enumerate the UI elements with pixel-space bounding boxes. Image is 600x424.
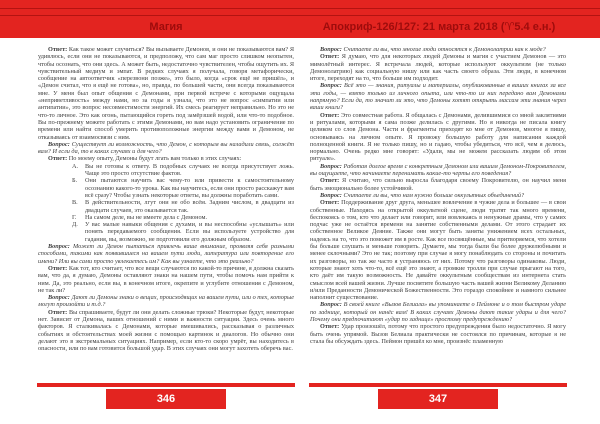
question-paragraph (310, 163, 566, 178)
answer-text: Вы спрашиваете, будут ли они делать сложные трюки? Некоторые будут, некоторые нет. Зависит от Демона, ваших отношений с ними и важности ситуации. Здесь очень много факторов. Я сталкивалась с Демонами, которые вмешивались, рассказывая о различных событиях и обстоятельствах моей жизни с помощью картинок и диалогов. Но обычно они делают это в экстремальных ситуациях. Например, если кто-то скоро умрёт, вы находитесь в опасности, или по вам готовится большой удар. В этих случаях они могут захотеть оберечь вас. (38, 308, 294, 353)
question-paragraph (310, 301, 566, 323)
answer-text: Как тот, кто считает, что все вещи случаются по какой-то причине, я должна сказать вам, что да, я думаю, Демоны оставляют знаки на нашем пути, чтобы помочь нам прийти к ним. Да, это реально, если вы, в конечном итоге, окрепите и углубите отношения с Демоном, не так ли? (38, 264, 294, 294)
list-item-text: Они пытаются научить вас чему-то или привести к самостоятельному осознанию какого-то урока. Как вы научитесь, если они просто расскажут вам всё сразу? Чтобы узнать некоторые ответы, вы должны поработать сами. (85, 177, 294, 199)
answer-label: Ответ: (320, 177, 343, 185)
right-running-head: Апокриф-126/127: 21 марта 2018 (♈5.4 е.н.) (322, 21, 556, 33)
list-item-marker: Д. (72, 221, 78, 229)
list-item-marker: А. (72, 162, 79, 170)
answer-label: Ответ: (320, 111, 341, 119)
list-item (38, 163, 294, 178)
question-paragraph (310, 192, 566, 199)
left-page-text (38, 46, 294, 384)
answer-paragraph (310, 112, 566, 163)
list-item-marker: Б. (72, 177, 78, 185)
question-label: Вопрос: (48, 243, 73, 251)
question-label: Вопрос: (320, 301, 344, 309)
answer-label: Ответ: (320, 53, 342, 61)
footer-rule (37, 383, 295, 387)
answer-paragraph (310, 323, 566, 345)
question-paragraph (38, 243, 294, 265)
list-item (38, 199, 294, 214)
answer-text: Удар произошёл, потому что простого предупреждения было недостаточно. Я могу быть очень упрямой. Вызов Белиала практически не состоялся по причинам, которые я не стала бы обсуждать здесь. Пеймон пришёл ко мне, произнёс пламенную (310, 323, 566, 345)
list-item-marker: В. (72, 199, 78, 207)
page-number-right: 347 (378, 389, 498, 409)
answer-text: Как такое может случиться? Вы вызываете Демонов, и они не показываются вам? Я удивлюсь, если они не показываются, и предположу, что сам маг просто слишком неопытен, чтобы осознать, что они здесь. А может быть, недостаточно чувствителен, чтобы ощутить их. Я чувствительный медиум и эмпат. В редких случаях я получала, говоря метафорически, сообщение на автоответчик «перезвони позже», это было, когда «срок ещё не пришёл», и «Демон считал, что я ещё не готова», но, правда, по большей части, они всегда показываются мне. У меня был опыт общения с Демонами, при первой встрече с которыми ощущала «неприветливость» между нами, но за годы я узнала, что это не вопрос «симпатии или антипатии», это вопрос несовместимости энергий. Их смесь реагирует неправильно. Но это не что-то личное. Это как огонь, пытающийся гореть под замёрзшей водой, или что-то подобное. Вы по-прежнему можете работать с этими Демонами, но вам надо установить ограничение по времени или найти способ умерить противоположные энергии между вами и Демоном, не отказываясь от взаимосвязи с ним. (38, 46, 294, 141)
answer-paragraph (38, 309, 294, 353)
question-text: Всё это — знания, ритуалы и материалы, опубликованные в ваших книгах за все эти годы, — взято только из личного опыта, или что-то из них передано вам Демонами напрямую? Если да, то значит ли это, что Демоны хотят открыть массам эти знания через ваши книги? (310, 82, 566, 112)
list-item (38, 177, 294, 199)
question-label: Вопрос: (320, 82, 345, 90)
answer-label: Ответ: (48, 308, 69, 316)
question-text: Дают ли Демоны знаки о вещах, происходящих на вашем пути, или о тех, которые могут произойти и т.д.? (38, 294, 294, 309)
list-item (38, 214, 294, 221)
question-label: Вопрос: (320, 46, 344, 53)
answer-text: Поддерживание друг друга, меньшее вовлечение в чужие дела и большее — в свои собственные. Находясь на открытой оккультной сцене, люди тратят так много времени, беспокоясь о том, кто что делает или говорит, или вовлекаясь в ненужные драмы, что у самих подчас уже не остаётся времени на занятие собственными делами. От этого страдает их собственное Великое Деяние. Также они могут быть заняты унижением всех остальных, надеясь на то, что это поможет им в росте. Как все посвящённые, мы притворяемся, что хотели бы больше слушать и меньше говорить. Думаете, мы тогда были бы более дружелюбными и менее склочными? Это не так; поэтому при случае я могу понаблюдать со стороны и почитать их разговоры, но так же часто я устраняюсь от них. Потому что разговоры одинаковы. Люди, которые знают хоть что-то, всё ещё это знают, а громкие тролли при случае прыгают на того, кто даёт им такую возможность. Не давайте оккультным сообществам из интернета стать смыслом всей вашей жизни. Лучше посвятите большую часть вашей жизни Великому Деланию и/или Преданности Демонической Божественности. Это гораздо спокойнее и намного сильнее наполнит существование. (310, 199, 566, 302)
answer-text: Я считаю, что сильно выросла благодаря своему Покровителю, он научил меня быть эмоционально более устойчивой. (310, 177, 566, 192)
answer-label: Ответ: (320, 323, 342, 331)
question-label: Вопрос: (48, 294, 72, 302)
answer-label: Ответ: (48, 155, 69, 163)
answer-text: Я думаю, что для некоторых людей Демоны и магия с участием Демонов — это мимолётный интерес. Я встречала людей, которые используют оккультизм (не только Демонолатрию) как социальную нишу или как часть своего образа. Эти люди, в конечном итоге, переходят на то, что больше им подходит. (310, 53, 566, 83)
answer-label: Ответ: (320, 199, 342, 207)
left-running-head: Магия (149, 21, 183, 33)
list-item-text: Вы не готовы к ответу. В подобных случаях не всегда присутствует ложь. Чаще это просто отсутствие фактов. (85, 162, 294, 178)
question-text: Существует ли возможность, что Демон, с которым вы наладили связь, солжёт вам? И если да, то в каких случаях и для чего? (38, 140, 294, 156)
footer-rule (309, 383, 567, 387)
answer-label: Ответ: (48, 46, 69, 53)
answer-paragraph (310, 199, 566, 301)
question-label: Вопрос: (320, 191, 344, 199)
list-item (38, 221, 294, 243)
header-stripe (0, 8, 600, 9)
page-number-left: 346 (106, 389, 226, 409)
answer-paragraph (310, 177, 566, 192)
answer-paragraph (310, 53, 566, 82)
answer-paragraph (38, 265, 294, 294)
question-text: Может ли Демон пытаться привлечь ваше внимание, проявляя себя разными способами, такими как появившиеся на вашем пути люди, литература или повторение его имени? Или вы сами просто увлекаетесь им? Как вы узнаете, что это реально? (38, 243, 294, 265)
answer-paragraph (38, 155, 294, 162)
question-label: Вопрос: (48, 140, 72, 148)
list-item-text: У вас малые навыки общения с духами, и вы неспособны «услышать» или понять передаваемого сообщения. Если вы используете устройство для гадания, вы, возможно, не подготовили его должным образом. (85, 221, 294, 243)
question-text: Работая долгое время с конкретным Демоном или вашим Демоном-Покровителем, вы ощущаете, что начинаете перенимать какие-то черты его поведения? (310, 162, 566, 178)
answer-text: Это совместная работа. Я общалась с Демонами, делившимися со мной заклятиями и ритуалами, которыми я сама позже делилась с другими. Но я никогда не писала книгу целиком со слов Демона. Части и фрагменты приходят ко мне от Демонов, многое я пишу, основываясь на личном опыте. Я провожу большую работу для написания каждой полноценной книги. Я не только пишу, но и гадаю, чтобы убедиться, что всё, чем я делюсь, нормально. Очень редко мне говорят: «Удали, мы не можем рассказать людям об этом ритуале». (310, 111, 566, 163)
question-text: Считаете ли вы, что многие люди относятся к Демонолатрии как к моде? (343, 46, 546, 53)
list-item-marker: Г. (72, 213, 77, 221)
answer-paragraph (38, 46, 294, 141)
list-item-text: В действительности, лгут они не обо всём. Задним числом, в двадцати из двадцати случаев, это оказывается так. (85, 199, 294, 214)
question-paragraph (38, 294, 294, 309)
question-text: Считаете ли вы, что нам нужно больше оккультных объединений? (343, 191, 525, 199)
question-paragraph (38, 141, 294, 156)
question-paragraph (310, 46, 566, 53)
question-label: Вопрос: (320, 162, 344, 170)
list-item-text: На самом деле, вы не имеете дела с Демоном. (85, 213, 208, 221)
question-paragraph (310, 82, 566, 111)
question-text: В своей книге «Вызов Белиала» вы упоминаете о Пеймоне и о том быстром ударе по заднице, который он нанёс вам! В каких случаях Демоны дают такие удары и для чего? Почему они предпочитают «удар по заднице» простому предупреждению? (310, 301, 566, 323)
answer-text: По моему опыту, Демоны будут лгать вам только в этих случаях: (68, 155, 242, 163)
header-stripe (0, 15, 600, 16)
right-page-text (310, 46, 566, 384)
header-band (0, 0, 600, 38)
answer-label: Ответ: (48, 264, 69, 272)
